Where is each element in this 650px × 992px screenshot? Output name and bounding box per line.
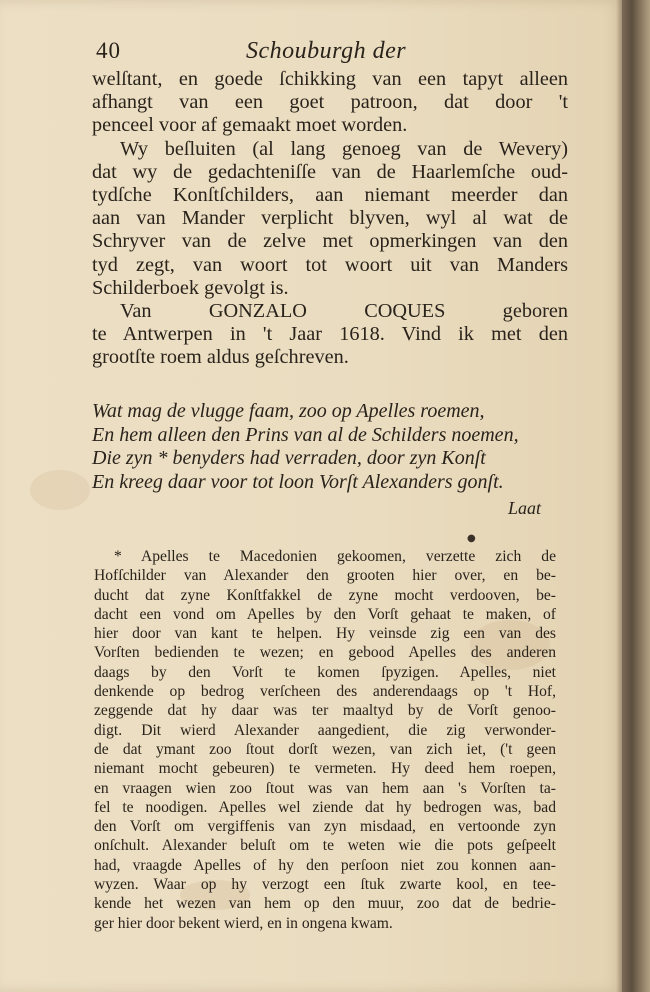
footnote-line: wyzen. Waar op hy verzogt een ſtuk zwarte kool, en tee-: [94, 876, 556, 894]
verse-line: En kreeg daar voor tot loon Vorſt Alexanders gonſt.: [92, 470, 504, 493]
footnote-line: Hofſchilder van Alexander den grooten hier over, en be-: [94, 567, 556, 585]
footnote-line: dacht een vond om Apelles by den Vorſt gehaat te maken, of: [94, 605, 556, 623]
verse-line: Die zyn * benyders had verraden, door zyn Konſt: [92, 447, 486, 469]
footnote-line: fel te noodigen. Apelles wel ziende dat hy bedrogen was, bad: [94, 798, 556, 816]
running-head: Schouburgh der: [246, 38, 407, 64]
footnote-line: denkende op bedrog verſcheen des anderendaags op 't Hof,: [94, 683, 556, 701]
footnote-line: kende het wezen van hem op den muur, zoo dat de bedrie-: [94, 895, 556, 913]
footnote-line: ger hier door bekent wierd, en in ongena kwam.: [94, 914, 393, 932]
text-line: dat wy de gedachteniſſe van de Haarlemſche oud-: [92, 160, 568, 183]
text-line: tydſche Konſtſchilders, aan niemant meerder dan: [92, 184, 568, 207]
text-line: aan van Mander verplicht blyven, wyl al wat de: [92, 207, 568, 230]
text-line: Schilderboek gevolgt is.: [92, 276, 289, 299]
text-line: penceel voor af gemaakt moet worden.: [92, 114, 408, 137]
footnote-line: en vraagen wien zoo ſtout was van hem aan 's Vorſten ta-: [94, 779, 556, 797]
main-text: [92, 68, 568, 370]
footnote-line: * Apelles te Macedonien gekoomen, verzette zich de: [114, 548, 556, 565]
text-line: grootſte roem aldus geſchreven.: [92, 346, 349, 369]
verse-line: En hem alleen den Prins van al de Schilders noemen,: [92, 423, 519, 446]
footnote-line: onſchult. Alexander beluſt om te weten wie die pots geſpeelt: [94, 837, 556, 855]
footnote-line: had, vraagde Apelles of hy den perſoon niet zou konnen aan-: [94, 856, 556, 874]
footnote-line: hier door van kant te helpen. Hy veinsde zig een van des: [94, 625, 556, 643]
verse-line: Wat mag de vlugge faam, zoo op Apelles roemen,: [92, 400, 485, 422]
page-number: 40: [96, 38, 121, 63]
footnote-line: Vorſten bedienden te wezen; en gebood Apelles des anderen: [94, 644, 556, 662]
verse-block: [92, 400, 558, 494]
text-line: afhangt van een goet patroon, dat door 't: [92, 91, 568, 114]
footnote-line: digt. Dit wierd Alexander aangedient, die zig verwonder-: [94, 721, 556, 739]
footnote-line: den Vorſt om vergiffenis van zyn misdaad, en vertoonde zyn: [94, 818, 556, 836]
footnote: [94, 547, 556, 933]
text-line: welſtant, en goede ſchikking van een tapyt alleen: [92, 68, 568, 90]
footnote-line: zeggende dat hy daar was ter maaltyd by de Vorſt genoo-: [94, 702, 556, 720]
text-line: Van GONZALO COQUES geboren: [120, 300, 568, 323]
book-fore-edge: [622, 0, 650, 992]
catchword: Laat: [508, 498, 542, 518]
text-line: Schryver van de zelve met opmerkingen van den: [92, 230, 568, 253]
footnote-line: niemant mocht gebeuren) te vermeten. Hy deed hem roepen,: [94, 760, 556, 778]
footnote-line: de dat ymant zoo ſtout dorſt wezen, van zich iet, ('t geen: [94, 740, 556, 758]
paper-foxing-stain: [30, 470, 90, 510]
text-line: tyd zegt, van woort tot woort uit van Manders: [92, 253, 568, 276]
footnote-line: ducht dat zyne Konſtfakkel de zyne mocht verdooven, be-: [94, 586, 556, 604]
text-line: te Antwerpen in 't Jaar 1618. Vind ik met den: [92, 323, 568, 346]
dot-ornament: ●: [467, 533, 476, 544]
text-line: Wy beſluiten (al lang genoeg van de Wevery): [120, 137, 568, 160]
footnote-line: daags by den Vorſt te komen ſpyzigen. Apelles, niet: [94, 663, 556, 681]
page-header: [96, 38, 570, 72]
